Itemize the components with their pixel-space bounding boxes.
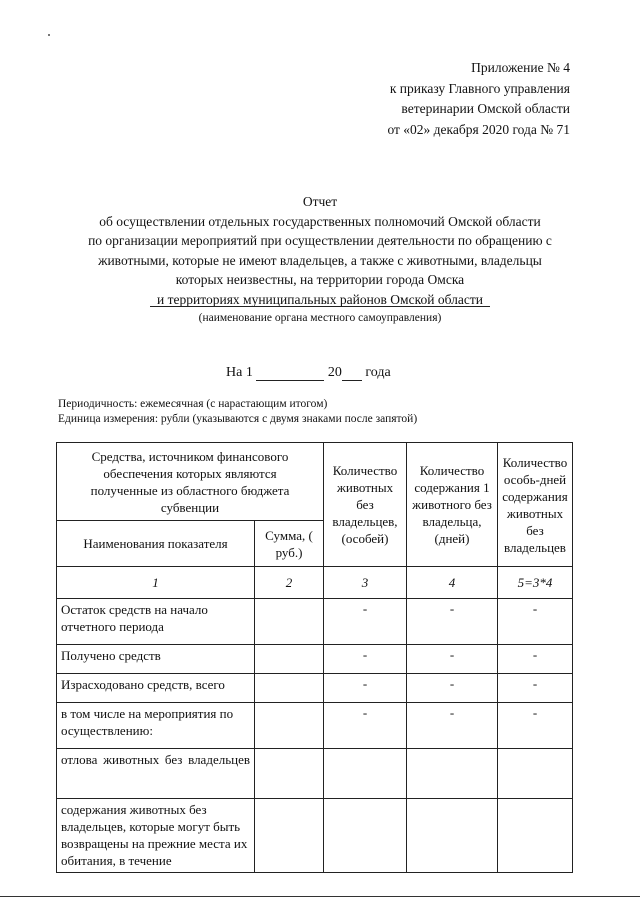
animal-days-cell[interactable]: [498, 749, 573, 799]
row-label: Израсходовано средств, всего: [57, 674, 255, 703]
table-row: [57, 645, 573, 674]
report-date-line: [226, 364, 391, 381]
row-label: в том числе на мероприятия по осуществлению:: [57, 703, 255, 749]
appendix-line-3: ветеринарии Омской области: [401, 101, 570, 116]
animals-cell[interactable]: [324, 799, 407, 873]
col-number: 2: [255, 567, 324, 599]
org-name-field-line[interactable]: [150, 306, 490, 307]
header-animal-days: Количество особь-дней содержания животных без владельцев: [498, 443, 573, 567]
date-suffix: года: [365, 365, 391, 380]
header-sources: Средства, источником финансового обеспечения которых являются полученные из областного бюджета субвенции: [57, 443, 324, 521]
table-row: [57, 799, 573, 873]
animal-days-cell[interactable]: [498, 799, 573, 873]
date-year-blank[interactable]: [342, 364, 362, 381]
keep-days-cell: -: [407, 674, 498, 703]
sum-cell[interactable]: [255, 645, 324, 674]
date-year-prefix: 20: [327, 365, 342, 380]
header-indicator: Наименования показателя: [57, 521, 255, 567]
table-row: [57, 599, 573, 645]
row-label: Остаток средств на начало отчетного периода: [57, 599, 255, 645]
report-title: [40, 192, 600, 309]
animals-cell: -: [324, 703, 407, 749]
sum-cell[interactable]: [255, 674, 324, 703]
sum-cell[interactable]: [255, 599, 324, 645]
title-line-4: животными, которые не имеют владельцев, а также с животными, владельцы: [98, 252, 542, 268]
sum-cell[interactable]: [255, 799, 324, 873]
header-animals: Количество животных без владельцев, (особей): [324, 443, 407, 567]
keep-days-cell[interactable]: [407, 799, 498, 873]
animals-cell: -: [324, 599, 407, 645]
col-number: 1: [57, 567, 255, 599]
animal-days-cell: -: [498, 703, 573, 749]
row-label: Получено средств: [57, 645, 255, 674]
title-line-3: по организации мероприятий при осуществлении деятельности по обращению с: [88, 233, 552, 248]
appendix-line-4: от «02» декабря 2020 года № 71: [387, 121, 570, 137]
report-meta: [58, 397, 417, 427]
table-row: [57, 749, 573, 799]
animal-days-cell: -: [498, 674, 573, 703]
header-keep-days: Количество содержания 1 животного без владельца, (дней): [407, 443, 498, 567]
animals-cell: -: [324, 674, 407, 703]
title-line-2: об осуществлении отдельных государственных полномочий Омской области: [99, 213, 541, 229]
keep-days-cell[interactable]: [407, 749, 498, 799]
scan-speck: [48, 34, 50, 36]
date-prefix: На 1: [226, 365, 253, 380]
sum-cell[interactable]: [255, 703, 324, 749]
report-table: [56, 442, 573, 873]
header-sum: Сумма, ( руб.): [255, 521, 324, 567]
header-row: [57, 443, 573, 521]
animal-days-cell: -: [498, 599, 573, 645]
col-number: 5=3*4: [498, 567, 573, 599]
col-number: 3: [324, 567, 407, 599]
keep-days-cell: -: [407, 645, 498, 674]
appendix-line-1: Приложение № 4: [471, 60, 570, 75]
animals-cell[interactable]: [324, 749, 407, 799]
org-name-hint: (наименование органа местного самоуправления): [198, 312, 442, 324]
page-bottom-rule: [0, 896, 640, 897]
animal-days-cell: -: [498, 645, 573, 674]
title-line-5: которых неизвестны, на территории города Омска: [175, 272, 465, 287]
periodicity-text: Периодичность: ежемесячная (с нарастающим итогом): [58, 398, 328, 410]
title-line-6: и территориях муниципальных районов Омской области: [157, 291, 483, 307]
unit-text: Единица измерения: рубли (указываются с двумя знаками после запятой): [58, 413, 418, 425]
appendix-line-2: к приказу Главного управления: [389, 80, 570, 96]
keep-days-cell: -: [407, 703, 498, 749]
keep-days-cell: -: [407, 599, 498, 645]
appendix-block: [387, 58, 570, 140]
table-row: [57, 674, 573, 703]
date-month-blank[interactable]: [256, 364, 324, 381]
column-numbers-row: [57, 567, 573, 599]
sum-cell[interactable]: [255, 749, 324, 799]
animals-cell: -: [324, 645, 407, 674]
row-label: отлова животных без владельцев: [57, 749, 255, 799]
title-line-1: Отчет: [302, 194, 338, 209]
col-number: 4: [407, 567, 498, 599]
table-row: [57, 703, 573, 749]
row-label: содержания животных без владельцев, которые могут быть возвращены на прежние места их обитания, в течение: [57, 799, 255, 873]
